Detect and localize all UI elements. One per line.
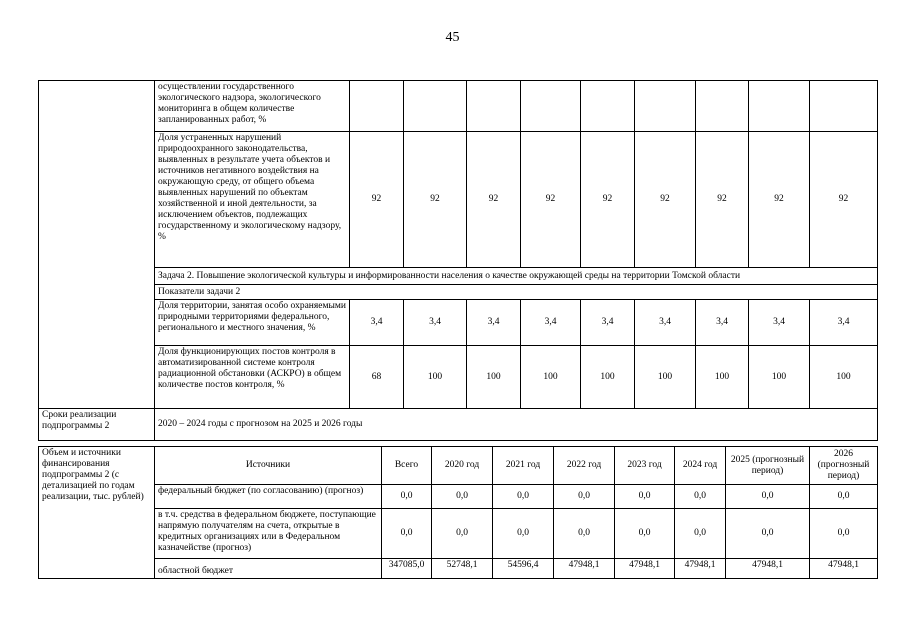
value-cell: 100 xyxy=(635,346,696,409)
value-cell: 92 xyxy=(810,132,878,268)
table-row xyxy=(39,285,878,300)
indicator-cell: Доля устраненных нарушений природоохранного законодательства, выявленных в результате учета объектов и источников негативного воздействия на окружающую среду, от общего объема выявленных нарушений по объектам хозяйственной и иной деятельности, за исключением объектов, подлежащих государственному и экологическому надзору, % xyxy=(155,132,350,268)
header-cell: Источники xyxy=(155,447,382,485)
value-cell: 52748,1 xyxy=(432,559,493,579)
value-cell: 0,0 xyxy=(726,509,810,559)
value-cell: 92 xyxy=(350,132,404,268)
terms-label: Сроки реализации подпрограммы 2 xyxy=(39,409,155,441)
value-cell xyxy=(581,81,635,132)
value-cell: 0,0 xyxy=(726,485,810,509)
value-cell: 0,0 xyxy=(810,485,878,509)
terms-value: 2020 – 2024 годы с прогнозом на 2025 и 2026 годы xyxy=(155,409,878,441)
value-cell xyxy=(810,81,878,132)
value-cell: 92 xyxy=(696,132,749,268)
value-cell: 100 xyxy=(581,346,635,409)
value-cell: 3,4 xyxy=(696,300,749,346)
value-cell: 68 xyxy=(350,346,404,409)
table-row xyxy=(39,509,878,559)
funding-table xyxy=(38,446,878,579)
value-cell: 0,0 xyxy=(554,485,615,509)
value-cell: 3,4 xyxy=(635,300,696,346)
value-cell: 0,0 xyxy=(432,485,493,509)
table-row xyxy=(39,559,878,579)
value-cell: 0,0 xyxy=(432,509,493,559)
value-cell: 92 xyxy=(404,132,467,268)
value-cell: 3,4 xyxy=(521,300,581,346)
table-row xyxy=(39,447,878,485)
value-cell: 0,0 xyxy=(493,509,554,559)
task-indicators-label: Показатели задачи 2 xyxy=(155,285,878,300)
source-cell: федеральный бюджет (по согласованию) (прогноз) xyxy=(155,485,382,509)
value-cell: 92 xyxy=(749,132,810,268)
value-cell: 3,4 xyxy=(350,300,404,346)
value-cell: 47948,1 xyxy=(615,559,675,579)
value-cell: 0,0 xyxy=(615,509,675,559)
value-cell: 47948,1 xyxy=(554,559,615,579)
table-row xyxy=(39,81,878,132)
funding-label: Объем и источники финансирования подпрограммы 2 (с детализацией по годам реализации, тыс. рублей) xyxy=(39,447,155,579)
value-cell xyxy=(749,81,810,132)
value-cell: 92 xyxy=(467,132,521,268)
header-cell: Всего xyxy=(382,447,432,485)
value-cell: 3,4 xyxy=(467,300,521,346)
value-cell xyxy=(467,81,521,132)
header-cell: 2025 (прогнозный период) xyxy=(726,447,810,485)
value-cell: 3,4 xyxy=(581,300,635,346)
value-cell: 100 xyxy=(810,346,878,409)
value-cell: 3,4 xyxy=(404,300,467,346)
value-cell: 92 xyxy=(581,132,635,268)
value-cell: 347085,0 xyxy=(382,559,432,579)
value-cell: 100 xyxy=(749,346,810,409)
header-cell: 2024 год xyxy=(675,447,726,485)
value-cell: 0,0 xyxy=(382,485,432,509)
header-cell: 2022 год xyxy=(554,447,615,485)
value-cell: 0,0 xyxy=(675,509,726,559)
indicator-cell: осуществлении государственного экологического надзора, экологического мониторинга в общем количестве запланированных работ, % xyxy=(155,81,350,132)
value-cell: 100 xyxy=(521,346,581,409)
header-cell: 2020 год xyxy=(432,447,493,485)
header-cell: 2021 год xyxy=(493,447,554,485)
value-cell: 3,4 xyxy=(749,300,810,346)
value-cell: 0,0 xyxy=(810,509,878,559)
value-cell: 47948,1 xyxy=(726,559,810,579)
left-label-cell xyxy=(39,81,155,409)
page-number: 45 xyxy=(445,30,460,45)
value-cell: 100 xyxy=(696,346,749,409)
value-cell xyxy=(696,81,749,132)
value-cell xyxy=(521,81,581,132)
header-cell: 2026 (прогнозный период) xyxy=(810,447,878,485)
source-cell: областной бюджет xyxy=(155,559,382,579)
table-row xyxy=(39,268,878,285)
value-cell xyxy=(350,81,404,132)
value-cell: 100 xyxy=(467,346,521,409)
indicators-table xyxy=(38,80,878,441)
table-row xyxy=(39,300,878,346)
value-cell: 0,0 xyxy=(615,485,675,509)
value-cell: 92 xyxy=(521,132,581,268)
value-cell: 92 xyxy=(635,132,696,268)
source-cell: в т.ч. средства в федеральном бюджете, поступающие напрямую получателям на счета, открытые в кредитных организациях или в Федеральном казначействе (прогноз) xyxy=(155,509,382,559)
indicator-cell: Доля функционирующих постов контроля в автоматизированной системе контроля радиационной обстановки (АСКРО) в общем количестве постов контроля, % xyxy=(155,346,350,409)
value-cell: 100 xyxy=(404,346,467,409)
table-row xyxy=(39,346,878,409)
value-cell xyxy=(635,81,696,132)
value-cell: 0,0 xyxy=(554,509,615,559)
value-cell: 54596,4 xyxy=(493,559,554,579)
value-cell xyxy=(404,81,467,132)
task-title: Задача 2. Повышение экологической культуры и информированности населения о качестве окружающей среды на территории Томской области xyxy=(155,268,878,285)
value-cell: 47948,1 xyxy=(810,559,878,579)
value-cell: 47948,1 xyxy=(675,559,726,579)
value-cell: 0,0 xyxy=(493,485,554,509)
indicator-cell: Доля территории, занятая особо охраняемыми природными территориями федерального, регионального и местного значения, % xyxy=(155,300,350,346)
value-cell: 0,0 xyxy=(675,485,726,509)
value-cell: 0,0 xyxy=(382,509,432,559)
value-cell: 3,4 xyxy=(810,300,878,346)
table-row xyxy=(39,409,878,441)
table-row xyxy=(39,132,878,268)
table-row xyxy=(39,485,878,509)
header-cell: 2023 год xyxy=(615,447,675,485)
